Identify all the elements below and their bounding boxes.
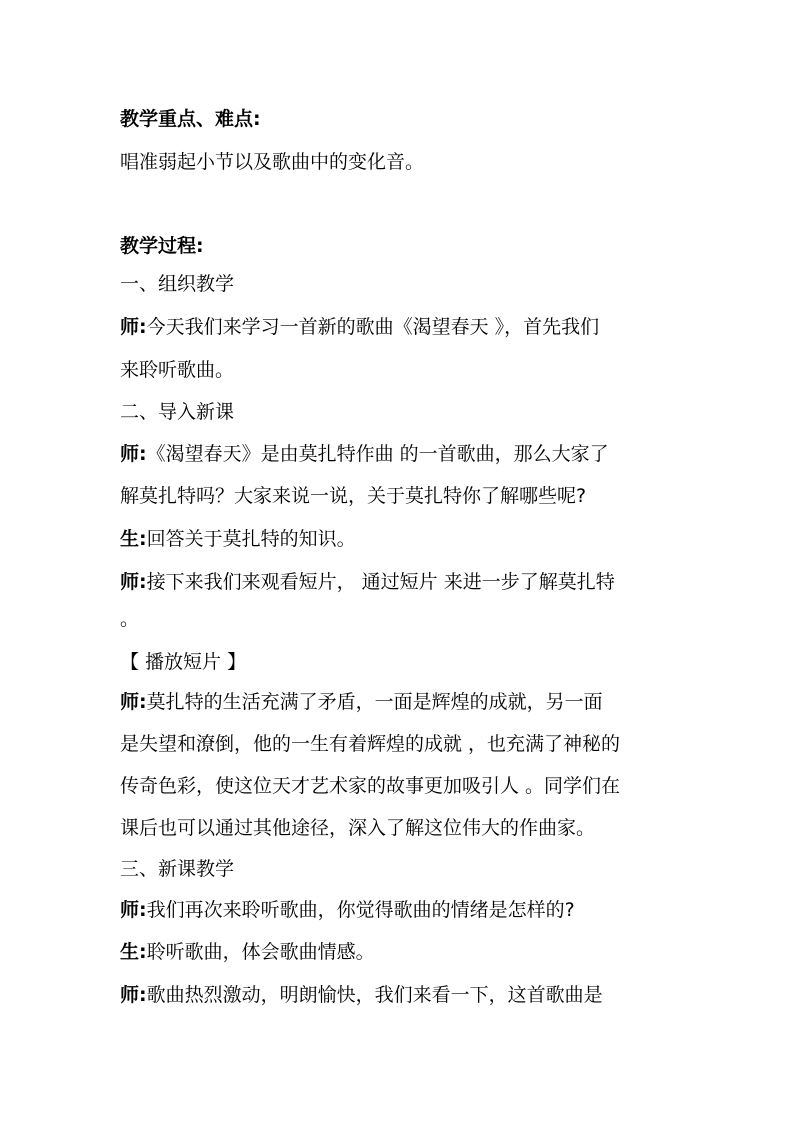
- part3-heading: 三、新课教学: [120, 858, 235, 880]
- part2-paragraph1-line: [120, 441, 680, 467]
- speaker-label: 师:: [120, 316, 147, 338]
- part3-paragraph3-line: [120, 982, 680, 1008]
- part1-paragraph-continuation: 来聆听歌曲。: [120, 359, 235, 381]
- bracket-note: 【 播放短片 】: [120, 651, 247, 673]
- paragraph-text: 《渴望春天》是由莫扎特作曲 的一首歌曲，那么大家了: [146, 443, 609, 465]
- part2-paragraph4-continuation-2: 传奇色彩，使这位天才艺术家的故事更加吸引人 。同学们在: [120, 775, 621, 797]
- part2-paragraph1-continuation: 解莫扎特吗？大家来说一说，关于莫扎特你了解哪些呢?: [120, 485, 587, 507]
- speaker-label: 生:: [120, 941, 147, 963]
- part1-heading: 一、组织教学: [120, 273, 235, 295]
- paragraph-text: 歌曲热烈激动，明朗愉快，我们来看一下，这首歌曲是: [146, 984, 603, 1006]
- paragraph-text: 莫扎特的生活充满了矛盾，一面是辉煌的成就，另一面: [146, 691, 603, 713]
- part1-paragraph-line: [120, 314, 680, 340]
- part3-paragraph1-line: [120, 897, 680, 923]
- speaker-label: 师:: [120, 691, 147, 713]
- part2-paragraph3-line: [120, 569, 680, 595]
- part2-paragraph3-continuation: 。: [120, 608, 140, 630]
- speaker-label: 师:: [120, 443, 147, 465]
- paragraph-text: 今天我们来学习一首新的歌曲《渴望春天 》，首先我们: [146, 316, 600, 338]
- speaker-label: 师:: [120, 571, 147, 593]
- part2-paragraph4-continuation-3: 课后也可以通过其他途径，深入了解这位伟大的作曲家。: [120, 817, 596, 839]
- part3-paragraph2-line: [120, 939, 680, 965]
- part2-paragraph4-continuation-1: 是失望和潦倒，他的一生有着辉煌的成就 ，也充满了神秘的: [120, 733, 621, 755]
- speaker-label: 师:: [120, 984, 147, 1006]
- process-heading: 教学过程:: [120, 235, 204, 257]
- paragraph-text: 聆听歌曲，体会歌曲情感。: [146, 941, 375, 963]
- paragraph-text: 接下来我们来观看短片， 通过短片 来进一步了解莫扎特: [146, 571, 615, 593]
- speaker-label: 生:: [120, 528, 147, 550]
- paragraph-text: 回答关于莫扎特的知识。: [146, 528, 356, 550]
- speaker-label: 师:: [120, 899, 147, 921]
- paragraph-text: 我们再次来聆听歌曲，你觉得歌曲的情绪是怎样的?: [146, 899, 575, 921]
- key-points-heading: 教学重点、难点:: [120, 108, 261, 130]
- part2-paragraph2-line: [120, 526, 680, 552]
- key-points-content: 唱准弱起小节以及歌曲中的变化音。: [120, 151, 425, 173]
- part2-paragraph4-line: [120, 689, 680, 715]
- part2-heading: 二、导入新课: [120, 401, 235, 423]
